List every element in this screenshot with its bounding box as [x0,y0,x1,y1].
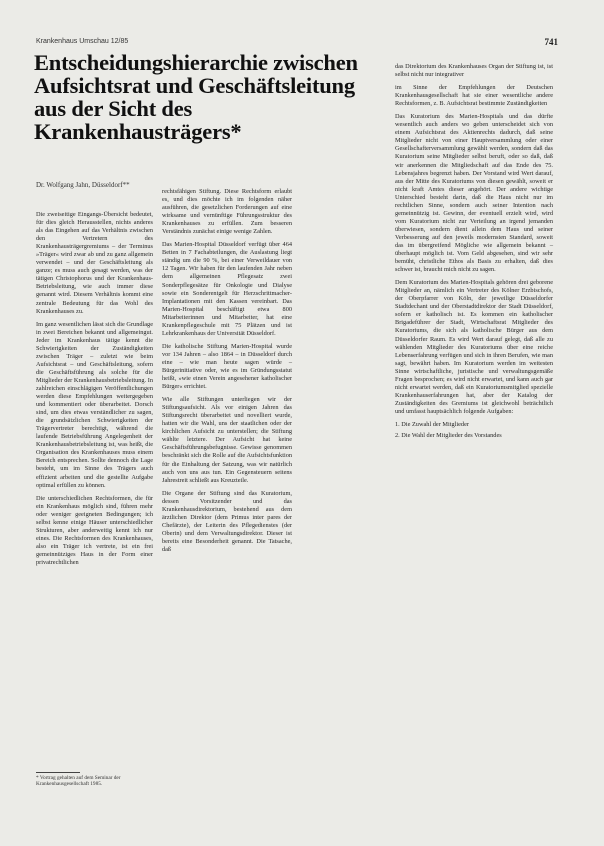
journal-header: Krankenhaus Umschau 12/85 [36,38,129,45]
paragraph: Die zweiseitige Eingangs-Übersicht bedeutet, für dies gleich Herausstellen, nichts anderes als das Eingehen auf das Verhältnis zwischen den Vertretern des Krankenhausträgergremiums – der Terminus »Träger« wird zwar ab und zu ganz allgemein verwendet – und der Geschäftsleitung als ganze; es muss auch gesagt werden, was der tätigen Christophorus und der Krankenhaus-Betriebsleitung, wie auch immer diese genannt wird. Diesem Verhältnis kommt eine zentrale Bedeutung für das Wohl des Krankenhauses zu. [36,211,153,315]
paragraph: Die unterschiedlichen Rechtsformen, die für ein Krankenhaus möglich sind, führen mehr oder weniger geeigneten Bedingungen; ich selbst kenne einige Häuser unterschiedlicher Strukturen, aber anderweitig kennt ich nur eines. Die Rechtsformen des Krankenhauses, also ein Träger ich vertrete, ist ein frei gemeinnütziges Haus in der Form einer privatrechtlichen [36,494,153,566]
list-item: 2. Die Wahl der Mitglieder des Vorstandes [395,432,502,440]
paragraph: Wie alle Stiftungen unterliegen wir der Stiftungsaufsicht. Als vor einigen Jahren das Stiftungsrecht überarbeitet und novelliert wurde, hatten wir die Wahl, uns der staatlichen oder der kirchlichen Aufsicht zu unterstellen; die Stiftung wählte letztere. Der Aufsicht hat keine Geschäftsführungsbefugnisse. Gewisse genommen beschränkt sich die Rolle auf die Aufsichtsfunktion für die Einhaltung der Satzung, was wir natürlich auch von uns aus tun. Ein Gegensteuern seitens Jahrestreit schließt aus Kreuzteile. [162,396,292,484]
duty-list [395,421,553,440]
paragraph: Das Kuratorium des Marien-Hospitals und das dürfte wesentlich auch anders wo geben unterscheidet sich von einem Aufsichtsrat des Aktienrechts dadurch, daß seine Mitglieder nicht von einer Hauptversammlung oder einer Gesellschafterversammlung gewählt werden, sondern daß das Kuratorium seine Mitglieder selbst beruft, oder so daß, daß wir anerkennen die Mitgliedschaft auf das Ende des 75. Lebensjahres begrenzt haben. Der Vorstand wird Wert darauf, aus der Mitte des Kuratoriums von diesen gewählt, soweit er nicht kraft Amtes dieser angehört. Der andere wichtige Unterschied besteht darin, daß die Haus nicht nur im rechtlichen Sinne, sondern auch seiner Intention nach gemeinnützig ist. Gewinn, der eventuell erzielt wird, wird vom Kuratorium nicht zur Verteilung an irgend jemanden überwiesen, sondern dient allein dem Haus und seiner Verbesserung auf den jeweils modernsten Standard, soweit das im übergreifend Mögliche wie allgemein bekannt – überhaupt möglich ist. Vom Geld abgesehen, sind wir sehr bemüht, christliche Ethos als Basis zu erhalten, daß dies schwer ist, braucht mich nicht zu sagen. [395,113,553,274]
list-item: 1. Die Zuwahl der Mitglieder [395,420,469,428]
article-title: Entscheidungshierarchie zwischen Aufsichtsrat und Geschäftsleitung aus der Sicht des Krankenhausträgers* [34,50,358,144]
text-column-1 [36,211,153,572]
footnote: * Vortrag gehalten auf dem Seminar der Krankenhausgesellschaft 1985. [36,775,121,788]
page-number: 741 [544,37,558,47]
paragraph: Dem Kuratorium des Marien-Hospitals gehören drei geborene Mitglieder an, nämlich ein Vertreter des Kölner Erzbischofs, der Oberpfarrer von Köln, der jeweilige Düsseldorfer Stadtdechant und der Oberstadtdirektor der Stadt Düsseldorf, sofern er katholisch ist. Es kommen ein katholischer Brigadeführer der Stadt, Wirtschaftsrat Mitglieder des Kuratoriums, die sich als katholische Bürger aus dem Düsseldorfer Raum. Es wird Wert darauf gelegt, daß alle zu wählenden Mitglieder des Kuratoriums über eine reiche Lebenserfahrung verfügen und sich in ihren Berufen, wie man sagt, bewährt haben. Im Kuratorium werden im weitesten Sinne wirtschaftliche, juristische und verwaltungsgemäße Fragen besprochen; es wird nicht erwartet, und kann auch gar nicht erwartet werden, daß ein Kuratoriumsmitglied spezielle Krankenhauserfahrungen hat, aber der Katalog der Zuständigkeiten des Gremiums ist gleichwohl beträchtlich und umfasst hauptsächlich folgende Aufgaben: [395,279,553,415]
text-column-3 [395,63,553,443]
paragraph: im Sinne der Empfehlungen der Deutschen Krankenhausgesellschaft hat sie einer wesentliche andere Rechtsformen, z. B. Aufsichtsrat bestimmte Zuständigkeiten [395,84,553,108]
paragraph: Im ganz wesentlichen lässt sich die Grundlage in zwei Bereichen bekannt und allgemeingut. Jeder im Krankenhaus tätige kennt die Schwierigkeiten der Zuständigkeiten zwischen Träger – zuletzt wie beim Aufsichtsrat – und Geschäftsleitung, sofern die Geschäftsführung als solche für die Mitglieder der Krankenhausbetriebsleitung. In zahlreichen einschlägigen Veröffentlichungen werden diese Empfehlungen weitergegeben und kommentiert oder überarbeitet. Dorsch sind, um dies etwas verständlicher zu sagen, die grundsätzlichen Schwierigkeiten der Trägervertreter berechtigt, während die laufende Betriebsführung Angelegenheit der Krankenhausbetriebsleitung ist, was heißt, die Organisation des Krankenhauses muss einem Bereich entsprechen. Sollte dennoch die Lage besteht, um im Sinne des Trägers auch effizient arbeiten und die gestellte Aufgabe optimal erfüllen zu können. [36,320,153,489]
paragraph: Die katholische Stiftung Marien-Hospital wurde vor 134 Jahren – also 1864 – in Düsseldorf durch eine – wie man heute sagen würde – Bürgerinitiative oder, wie es im Gründungsstatut heißt, »wie einen Verein angesehener katholischer Bürger« errichtet. [162,342,292,391]
paragraph: rechtsfähigen Stiftung. Diese Rechtsform erlaubt es, und dies möchte ich im folgenden näher ausführen, die gesetzlichen Forderungen auf eine wirksame und vernünftige Führungsstruktur des Krankenhauses zu erfüllen. Zum besseren Verständnis zunächst einige wenige Zahlen. [162,188,292,236]
article-author: Dr. Wolfgang Jahn, Düsseldorf** [36,181,130,189]
paragraph: das Direktorium des Krankenhauses Organ der Stiftung ist, ist selbst nicht nur integrativer [395,63,553,79]
text-column-2 [162,188,292,559]
footnote-divider [36,772,80,773]
paragraph: Die Organe der Stiftung sind das Kuratorium, dessen Vorsitzender und das Krankenhausdirektorium, bestehend aus dem ärztlichen Direktor (dem Primus inter pares der Chefärzte), der Leiterin des Pflegedienstes (der Oberin) und dem Verwaltungsdirektor. Dieser ist bereits eine Besonderheit genannt. Die Tatsache, daß [162,489,292,553]
paragraph: Das Marien-Hospital Düsseldorf verfügt über 464 Betten in 7 Fachabteilungen, die Auslastung liegt ständig um die 90 %, bei einer Verweildauer von 12 Tagen. Wir haben für den laufenden Jahr neben dem allgemeinen Pflegesatz zwei Sonderpflegesätze für Onkologie und Dialyse sowie ein Sonderentgelt für Herzschrittmacher-Implantationen mit den Kassen vereinbart. Das Marien-Hospital beschäftigt etwa 800 Mitarbeiterinnen und Mitarbeiter, hat eine Krankenpflegeschule mit 75 Plätzen und ist Lehrkrankenhaus der Universität Düsseldorf. [162,241,292,337]
